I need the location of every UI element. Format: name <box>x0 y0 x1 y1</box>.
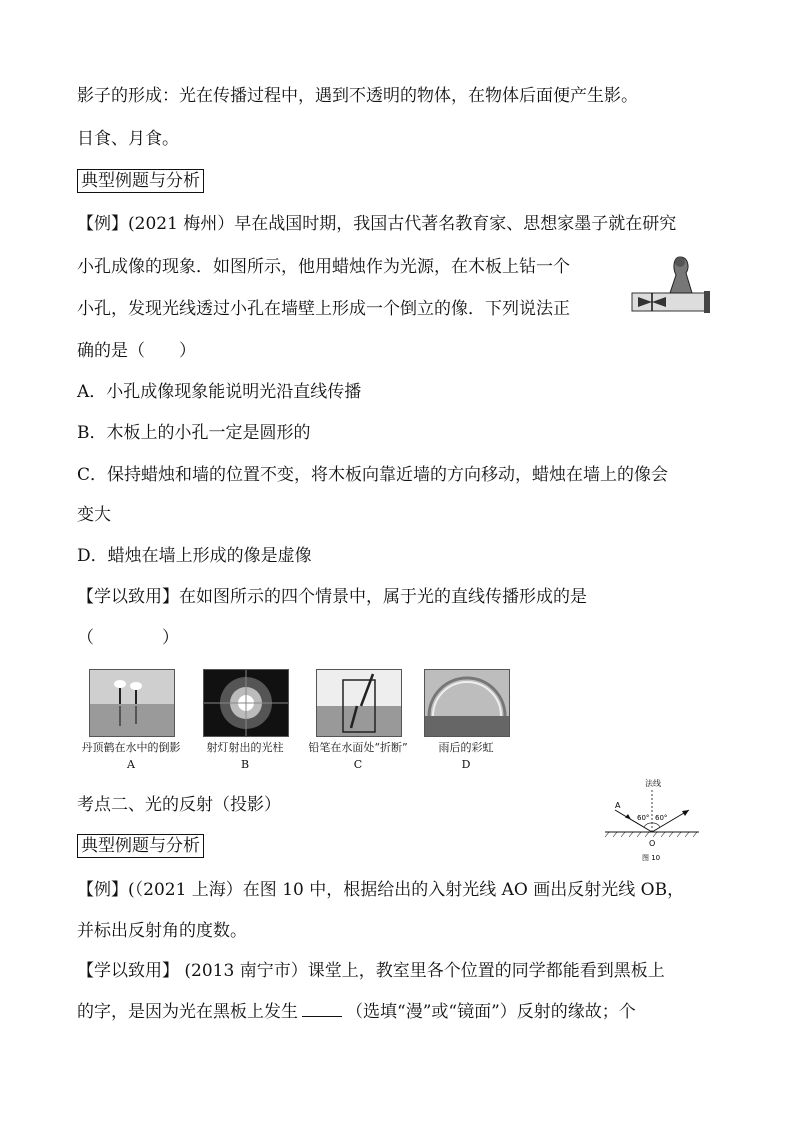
section-box-example-2 <box>77 834 204 858</box>
picture-spotlight-beam <box>203 669 289 737</box>
option-c-cont: 变大 <box>77 505 111 525</box>
option-c: C．保持蜡烛和墙的位置不变，将木板向靠近墙的方向移动，蜡烛在墙上的像会 <box>77 465 669 485</box>
section-heading-reflection: 考点二、光的反射（投影） <box>77 795 281 815</box>
figure-caption: 图 10 <box>642 854 661 862</box>
angle-label-1: 60° <box>637 814 650 822</box>
text-line-practice-blank: （ ） <box>77 628 179 648</box>
text-line-example2-cont: 并标出反射角的度数。 <box>77 921 247 941</box>
letter-d: D <box>461 758 471 771</box>
option-a: A．小孔成像现象能说明光沿直线传播 <box>77 382 362 402</box>
section-box-example-1 <box>77 169 204 193</box>
text-line-eclipse: 日食、月食。 <box>77 129 179 149</box>
letter-c: C <box>353 758 363 771</box>
fill-blank[interactable] <box>302 1002 342 1017</box>
text-line-example-intro: 【例】(2021 梅州）早在战国时期，我国古代著名教育家、思想家墨子就在研究 <box>77 214 677 234</box>
normal-label: 法线 <box>645 779 661 788</box>
caption-c: 铅笔在水面处“折断” <box>308 741 408 754</box>
text-line-example-4: 确的是（ ） <box>77 341 196 361</box>
caption-d: 雨后的彩虹 <box>438 741 494 754</box>
text-line-practice: 【学以致用】在如图所示的四个情景中，属于光的直线传播形成的是 <box>77 587 587 607</box>
text-line-example2: 【例】(（2021 上海）在图 10 中，根据给出的入射光线 AO 画出反射光线 OB， <box>77 880 685 900</box>
text-line-practice2-cont <box>77 1000 636 1024</box>
boxed-heading: 典型例题与分析 <box>77 169 204 193</box>
text-line-part2: （选填“漫”或“镜面”）反射的缘故；个 <box>346 1002 636 1022</box>
text-line-shadow: 影子的形成：光在传播过程中，遇到不透明的物体，在物体后面便产生影。 <box>77 86 638 106</box>
letter-a: A <box>127 758 135 771</box>
angle-label-2: 60° <box>655 814 668 822</box>
text-line-part1: 的字，是因为光在黑板上发生 <box>77 1002 298 1022</box>
picture-rainbow <box>424 669 510 737</box>
mozi-pinhole-figure <box>630 253 710 315</box>
option-b: B．木板上的小孔一定是圆形的 <box>77 423 311 443</box>
caption-a: 丹顶鹤在水中的倒影 <box>81 741 181 754</box>
caption-b: 射灯射出的光柱 <box>206 741 284 754</box>
boxed-heading-2: 典型例题与分析 <box>77 834 204 858</box>
figure-10-reflection <box>597 776 707 866</box>
picture-crane-reflection <box>89 669 175 737</box>
text-line-example-2: 小孔成像的现象．如图所示，他用蜡烛作为光源，在木板上钻一个 <box>77 257 570 277</box>
ray-label-a: A <box>615 801 621 810</box>
option-d: D．蜡烛在墙上形成的像是虚像 <box>77 546 312 566</box>
text-line-example-3: 小孔，发现光线透过小孔在墙壁上形成一个倒立的像．下列说法正 <box>77 299 570 319</box>
letter-b: B <box>240 758 250 771</box>
picture-pencil-in-water <box>316 669 402 737</box>
point-label-o: O <box>649 839 656 848</box>
text-line-practice2: 【学以致用】 (2013 南宁市）课堂上，教室里各个位置的同学都能看到黑板上 <box>77 961 665 981</box>
